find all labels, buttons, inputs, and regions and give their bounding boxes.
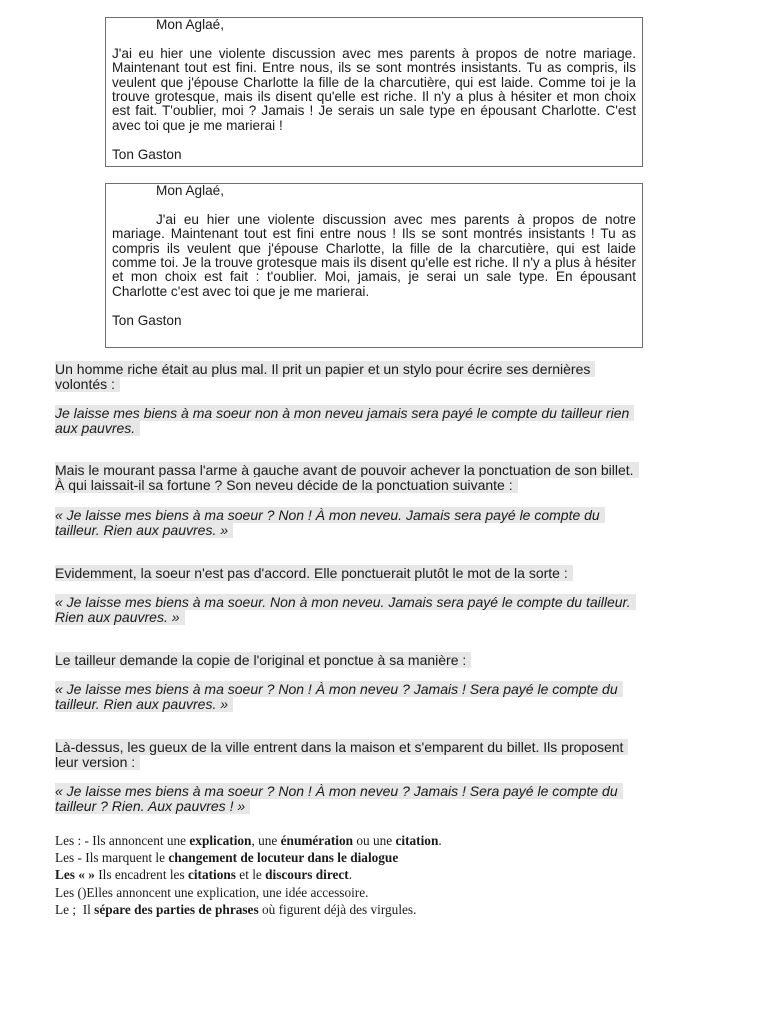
beggars-quote: « Je laisse mes biens à ma soeur ? Non ! À mon neveu ? Jamais ! Sera payé le compte du tailleur ? Rien. Aux pauvres ! »: [55, 784, 645, 813]
rule-semicolon: Le ; Il sépare des parties de phrases où figurent déjà des virgules.: [55, 901, 417, 917]
letter-signature: Ton Gaston: [112, 146, 182, 162]
letter-body: J'ai eu hier une violente discussion avec mes parents à propos de notre mariage. Maintenant tout est fini. Entre nous, ils se sont montrés insistants. Tu as compris, ils veulent que j'épouse Charlotte la fille de la charcutière, qui est laide. Comme toi je la trouve grotesque, mais ils disent qu'elle est riche. Il n'y a plus à hésiter et mon choix est fait. T'oublier, moi ? Jamais ! Je serais un sale type en épousant Charlotte. C'est avec toi que je me marierai !: [112, 45, 636, 133]
tailor-quote: « Je laisse mes biens à ma soeur ? Non ! À mon neveu ? Jamais ! Sera payé le compte du tailleur. Rien aux pauvres. »: [55, 682, 645, 711]
original-will-text: Je laisse mes biens à ma soeur non à mon neveu jamais sera payé le compte du tailleur rien aux pauvres.: [55, 406, 645, 435]
rule-dash: Les - Ils marquent le changement de locuteur dans le dialogue: [55, 850, 399, 866]
letter-signature: Ton Gaston: [112, 312, 182, 328]
tailor-paragraph: Le tailleur demande la copie de l'original et ponctue à sa manière :: [55, 653, 645, 668]
nephew-quote: « Je laisse mes biens à ma soeur ? Non ! À mon neveu. Jamais sera payé le compte du tailleur. Rien aux pauvres. »: [55, 508, 645, 537]
letter-greeting: Mon Aglaé,: [156, 183, 225, 198]
story-intro: Un homme riche était au plus mal. Il prit un papier et un stylo pour écrire ses dernières volontés :: [55, 362, 645, 391]
nephew-paragraph: Mais le mourant passa l'arme à gauche avant de pouvoir achever la ponctuation de son billet. À qui laissait-il sa fortune ? Son neveu décide de la ponctuation suivante :: [55, 463, 645, 492]
beggars-paragraph: Là-dessus, les gueux de la ville entrent dans la maison et s'emparent du billet. Ils proposent leur version :: [55, 740, 645, 769]
rule-guillemets: Les « » Ils encadrent les citations et le discours direct.: [55, 867, 353, 883]
sister-quote: « Je laisse mes biens à ma soeur. Non à mon neveu. Jamais sera payé le compte du tailleur. Rien aux pauvres. »: [55, 595, 645, 624]
punctuation-rules: [55, 832, 655, 918]
letter-box-2: [105, 183, 643, 348]
letter-box-1: [105, 17, 643, 167]
letter-body: J'ai eu hier une violente discussion avec mes parents à propos de notre mariage. Maintenant tout est fini entre nous ! Ils se sont montrés insistants ! Tu as compris ils veulent que j'épouse Charlotte, la fille de la charcutière, qui est laide comme toi. Je la trouve grotesque mais ils disent qu'elle est riche. Il n'y a plus à hésiter et mon choix est fait : t'oublier. Moi, jamais, je serai un sale type. En épousant Charlotte c'est avec toi que je me marierai.: [112, 211, 636, 299]
rule-colon: Les : - Ils annoncent une explication, une énumération ou une citation.: [55, 833, 442, 848]
rule-parentheses: Les ()Elles annoncent une explication, une idée accessoire.: [55, 884, 369, 900]
sister-paragraph: Evidemment, la soeur n'est pas d'accord. Elle ponctuerait plutôt le mot de la sorte :: [55, 566, 645, 581]
letter-greeting: Mon Aglaé,: [156, 17, 225, 32]
